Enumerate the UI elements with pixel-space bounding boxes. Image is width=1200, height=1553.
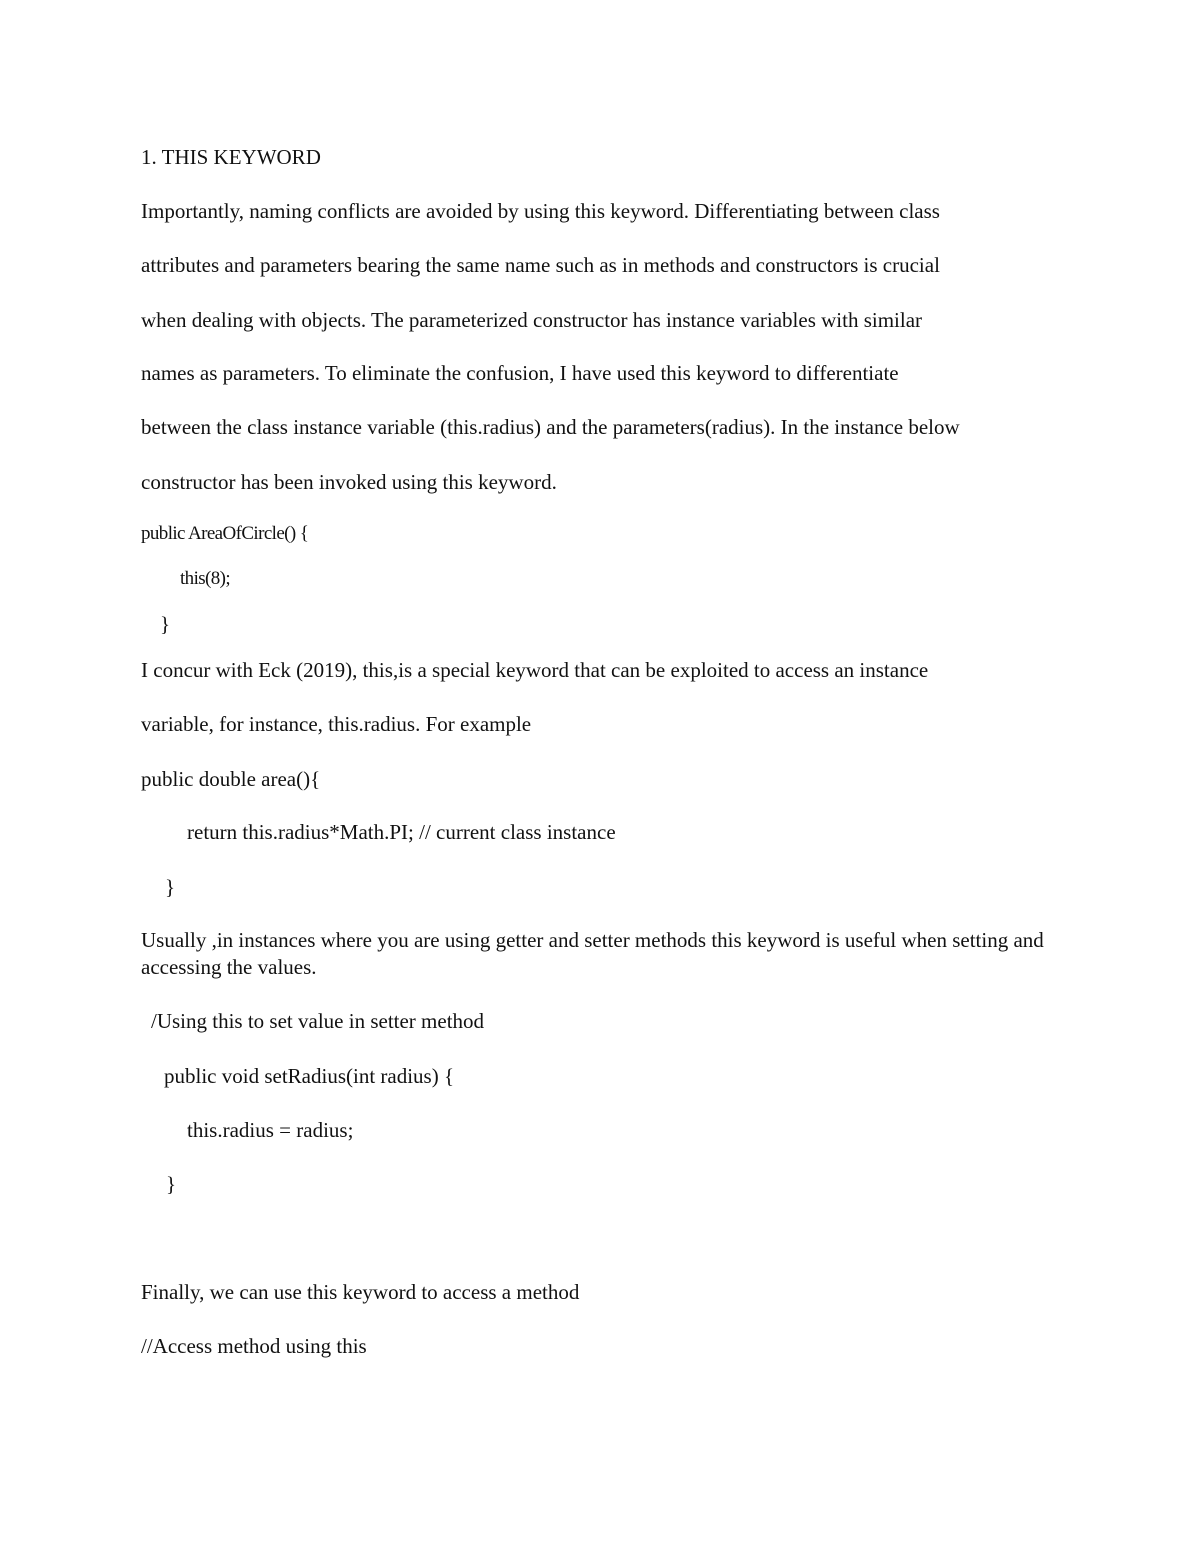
section-heading: 1. THIS KEYWORD <box>141 145 321 169</box>
code-constructor-close: } <box>160 612 171 636</box>
code-setter-close: } <box>166 1172 177 1196</box>
paragraph-1-line-3: when dealing with objects. The parameterized constructor has instance variables with similar <box>141 308 923 332</box>
paragraph-1-line-1: Importantly, naming conflicts are avoided by using this keyword. Differentiating between class <box>141 199 940 223</box>
paragraph-2-line-1: I concur with Eck (2019), this,is a special keyword that can be exploited to access an instance <box>141 658 929 682</box>
paragraph-4: Finally, we can use this keyword to access a method <box>141 1280 580 1304</box>
paragraph-1-line-2: attributes and parameters bearing the same name such as in methods and constructors is crucial <box>141 253 940 277</box>
paragraph-1-line-5: between the class instance variable (this.radius) and the parameters(radius). In the instance below <box>141 415 960 439</box>
code-constructor-signature: public AreaOfCircle() { <box>141 523 309 544</box>
code-constructor-body: this(8); <box>180 568 231 589</box>
code-area-return: return this.radius*Math.PI; // current class instance <box>187 820 616 844</box>
code-area-signature: public double area(){ <box>141 767 321 791</box>
paragraph-3: Usually ,in instances where you are using getter and setter methods this keyword is useful when setting and accessing the values. <box>141 928 1044 979</box>
paragraph-1-line-6: constructor has been invoked using this keyword. <box>141 470 557 494</box>
code-setter-body: this.radius = radius; <box>187 1118 354 1142</box>
paragraph-1-line-4: names as parameters. To eliminate the confusion, I have used this keyword to differentiate <box>141 361 899 385</box>
code-setter-signature: public void setRadius(int radius) { <box>164 1064 455 1088</box>
paragraph-2-line-2: variable, for instance, this.radius. For example <box>141 712 532 736</box>
code-setter-comment: /Using this to set value in setter method <box>151 1009 485 1033</box>
code-access-comment: //Access method using this <box>141 1334 367 1358</box>
code-area-close: } <box>165 875 176 899</box>
